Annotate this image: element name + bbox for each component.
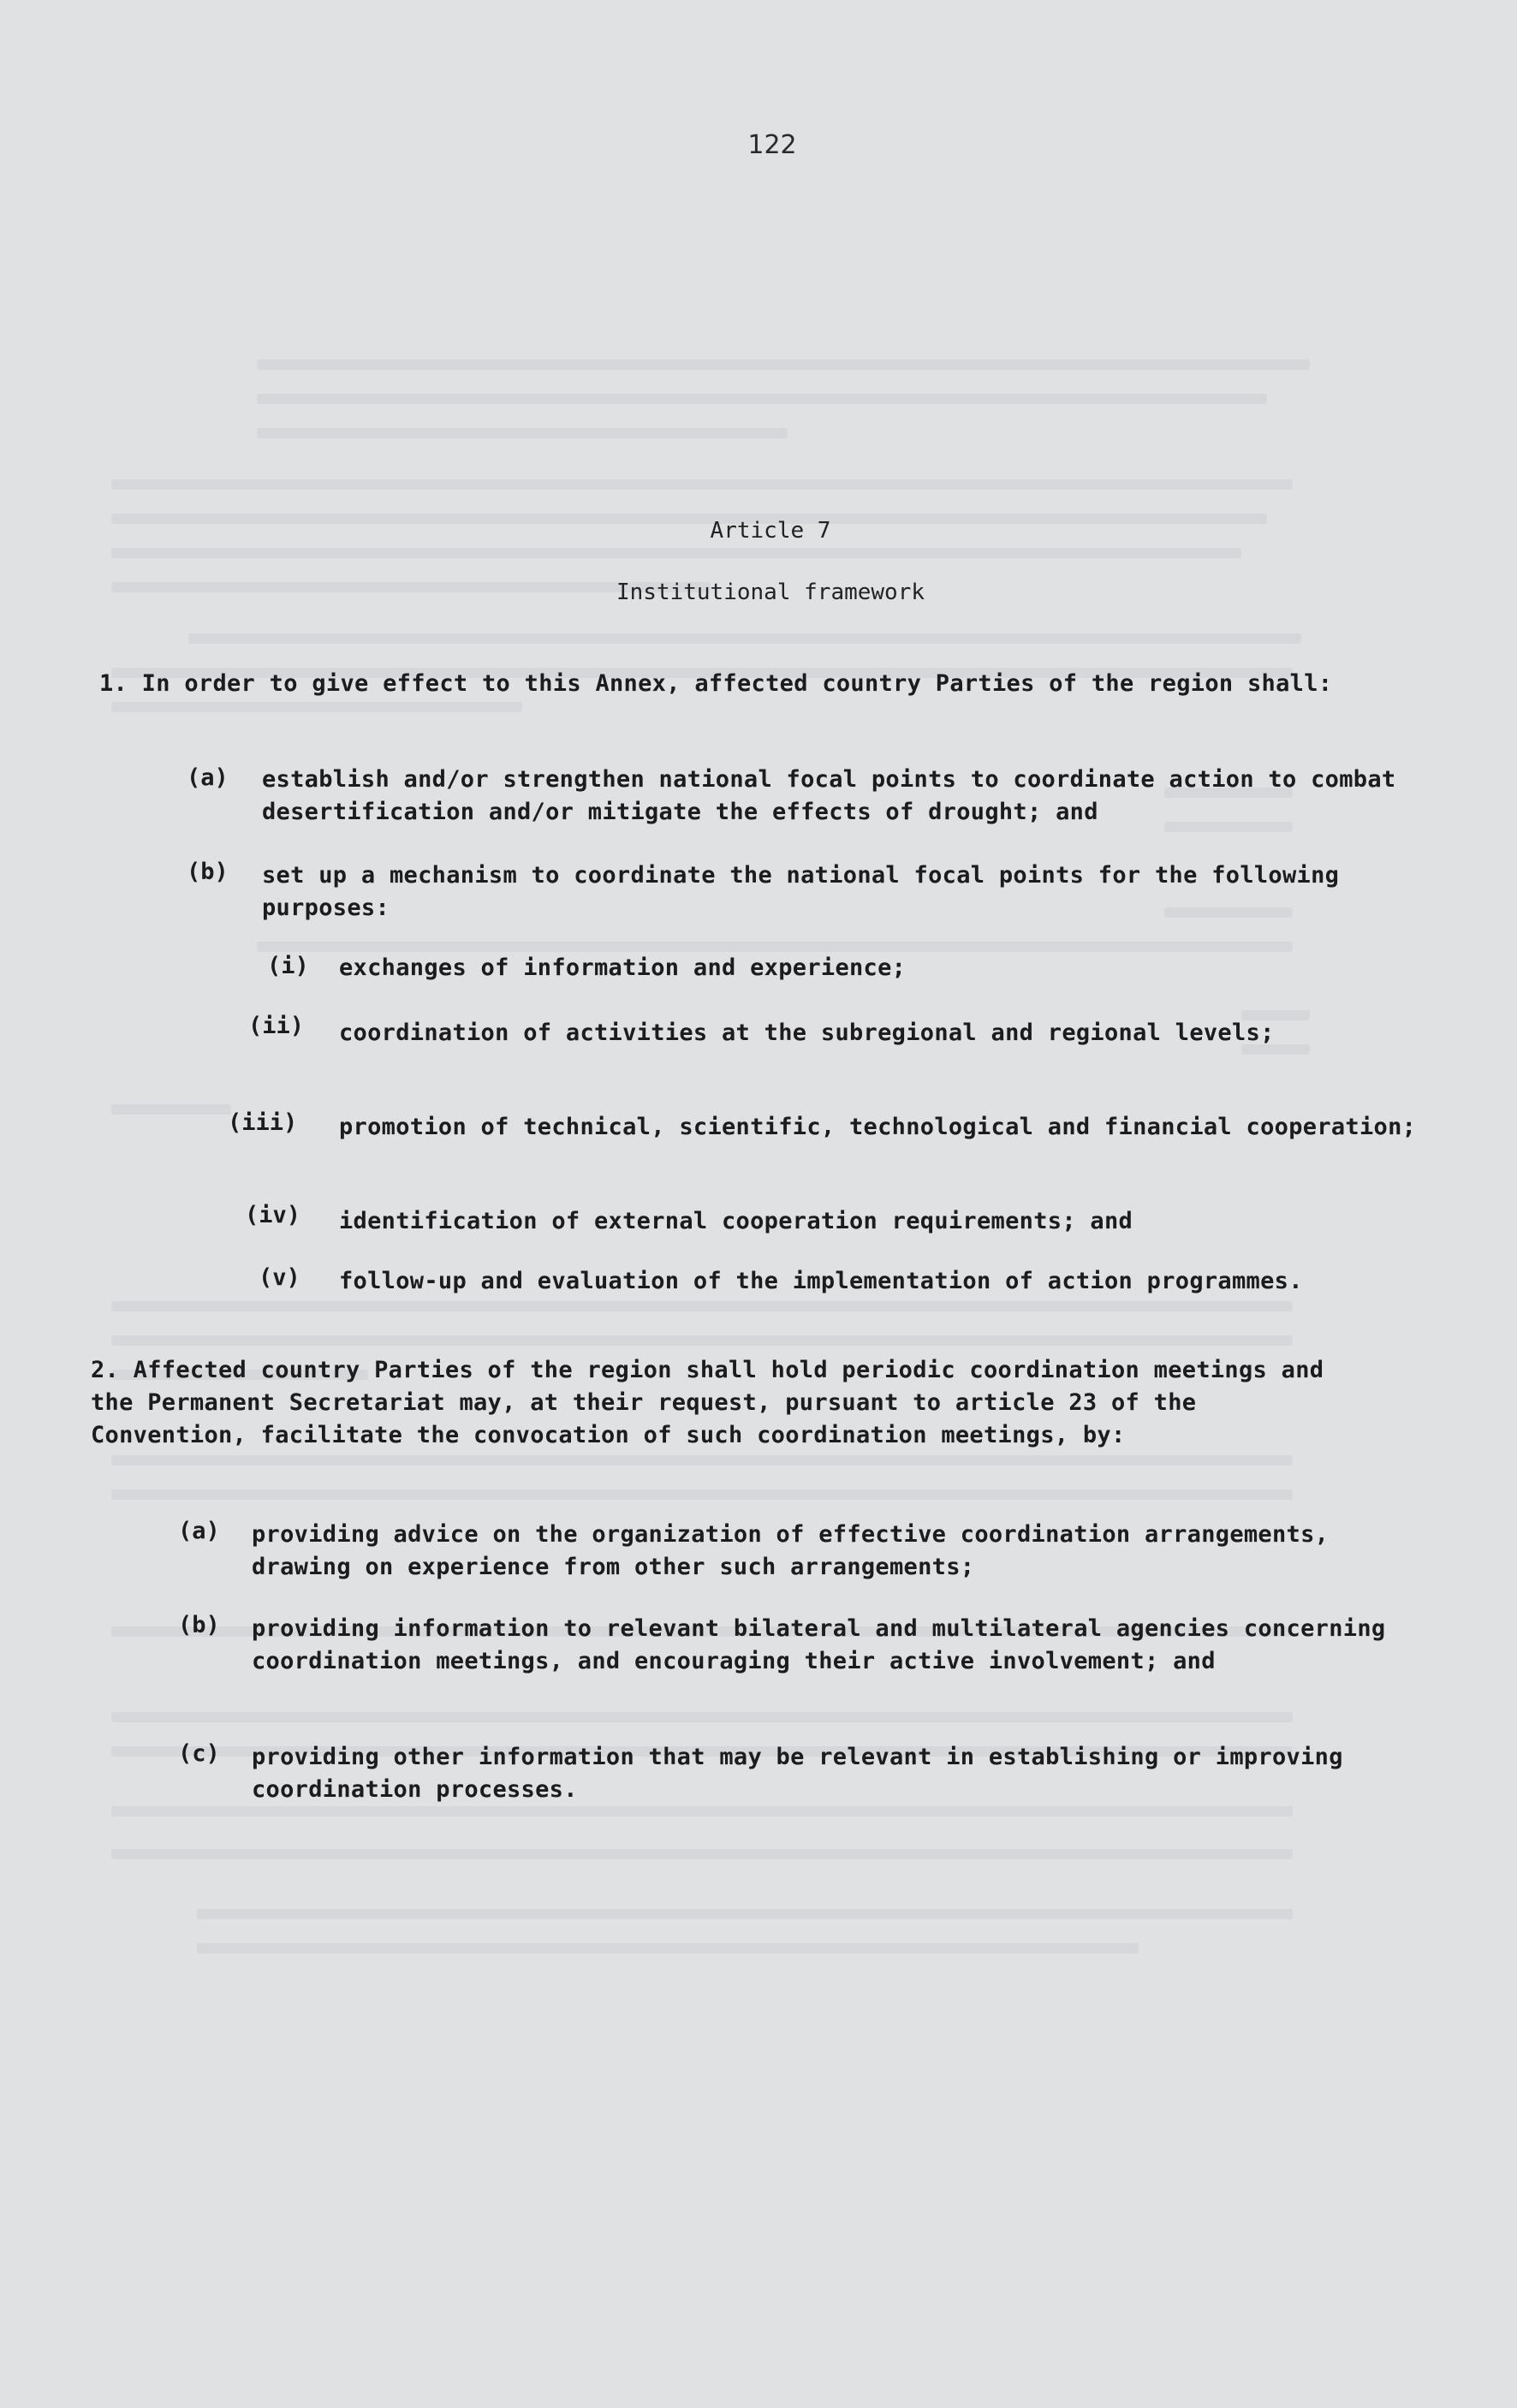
paragraph-2-intro: 2. Affected country Parties of the region shall hold periodic coordination meetings and the Permanent Secretariat may, at their request, pursuant to article 23 of the Convention, facilitate the convocation of such coordination meetings, by: [91,1357,1324,1448]
list-item-text: providing advice on the organization of effective coordination arrangements, drawing on experience from other such arrangements; [252,1521,1330,1580]
page-number: 122 [747,130,797,160]
purpose-text: promotion of technical, scientific, technological and financial cooperation; [339,1114,1417,1140]
purpose-text: identification of external cooperation requirements; and [339,1208,1133,1234]
item-label: (a) [178,1518,220,1544]
list-item-text: providing information to relevant bilateral and multilateral agencies concerning coordination meetings, and encouraging their active involvement; and [252,1615,1386,1674]
purpose-label: (i) [267,953,309,979]
purpose-label: (ii) [248,1013,305,1039]
purpose-text: follow-up and evaluation of the implementation of action programmes. [339,1268,1303,1294]
item-label: (b) [187,859,229,885]
purpose-text: exchanges of information and experience; [339,954,907,981]
article-title: Article 7 [710,518,831,544]
purpose-label: (iv) [245,1202,301,1228]
article-subtitle: Institutional framework [616,580,925,605]
list-item-text: establish and/or strengthen national focal points to coordinate action to combat desertification and/or mitigate the effects of drought; and [262,766,1396,825]
item-label: (c) [178,1740,220,1767]
list-item-text: providing other information that may be relevant in establishing or improving coordination processes. [252,1744,1343,1803]
purpose-text: coordination of activities at the subregional and regional levels; [339,1020,1275,1046]
list-item-text: set up a mechanism to coordinate the national focal points for the following purposes: [262,862,1340,921]
paragraph-1-intro: 1. In order to give effect to this Annex, affected country Parties of the region shall: [99,670,1333,697]
item-label: (b) [178,1612,220,1638]
item-label: (a) [187,764,229,791]
purpose-label: (v) [259,1264,300,1291]
purpose-label: (iii) [228,1109,298,1136]
